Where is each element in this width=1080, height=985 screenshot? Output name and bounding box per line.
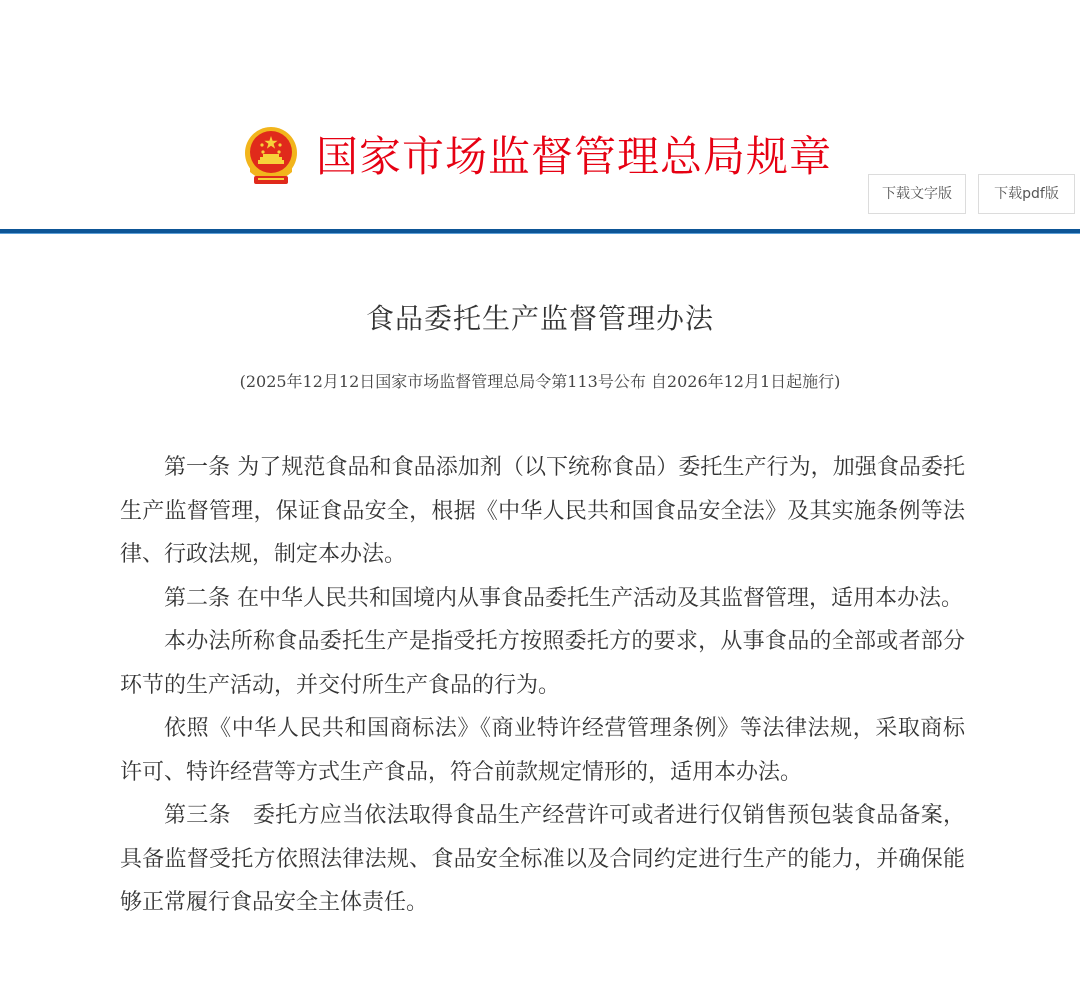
article-paragraph: 本办法所称食品委托生产是指受托方按照委托方的要求，从事食品的全部或者部分环节的生产活动，并交付所生产食品的行为。 — [120, 629, 965, 698]
page-header — [0, 0, 1080, 236]
document-title: 食品委托生产监督管理办法 — [365, 302, 714, 335]
site-brand — [244, 126, 832, 188]
article-paragraph: 第三条 委托方应当依法取得食品生产经营许可或者进行仅销售预包装食品备案，具备监督受托方依照法律法规、食品安全标准以及合同约定进行生产的能力，并确保能够正常履行食品安全主体责任。 — [120, 803, 965, 915]
document-body — [120, 446, 965, 925]
article-paragraph: 第一条 为了规范食品和食品添加剂（以下统称食品）委托生产行为，加强食品委托生产监督管理，保证食品安全，根据《中华人民共和国食品安全法》及其实施条例等法律、行政法规，制定本办法。 — [120, 455, 965, 567]
site-title: 国家市场监督管理总局规章 — [316, 132, 833, 181]
download-text-button[interactable]: 下载文字版 — [868, 174, 966, 214]
header-divider — [0, 229, 1080, 234]
article-paragraph: 依照《中华人民共和国商标法》《商业特许经营管理条例》等法律法规，采取商标许可、特许经营等方式生产食品，符合前款规定情形的，适用本办法。 — [120, 716, 965, 785]
document-subtitle: (2025年12月12日国家市场监督管理总局令第113号公布 自2026年12月1日起施行) — [239, 372, 841, 391]
download-pdf-button[interactable]: 下载pdf版 — [978, 174, 1075, 214]
national-emblem-icon — [244, 126, 298, 188]
article-paragraph: 第二条 在中华人民共和国境内从事食品委托生产活动及其监督管理，适用本办法。 — [164, 585, 963, 611]
